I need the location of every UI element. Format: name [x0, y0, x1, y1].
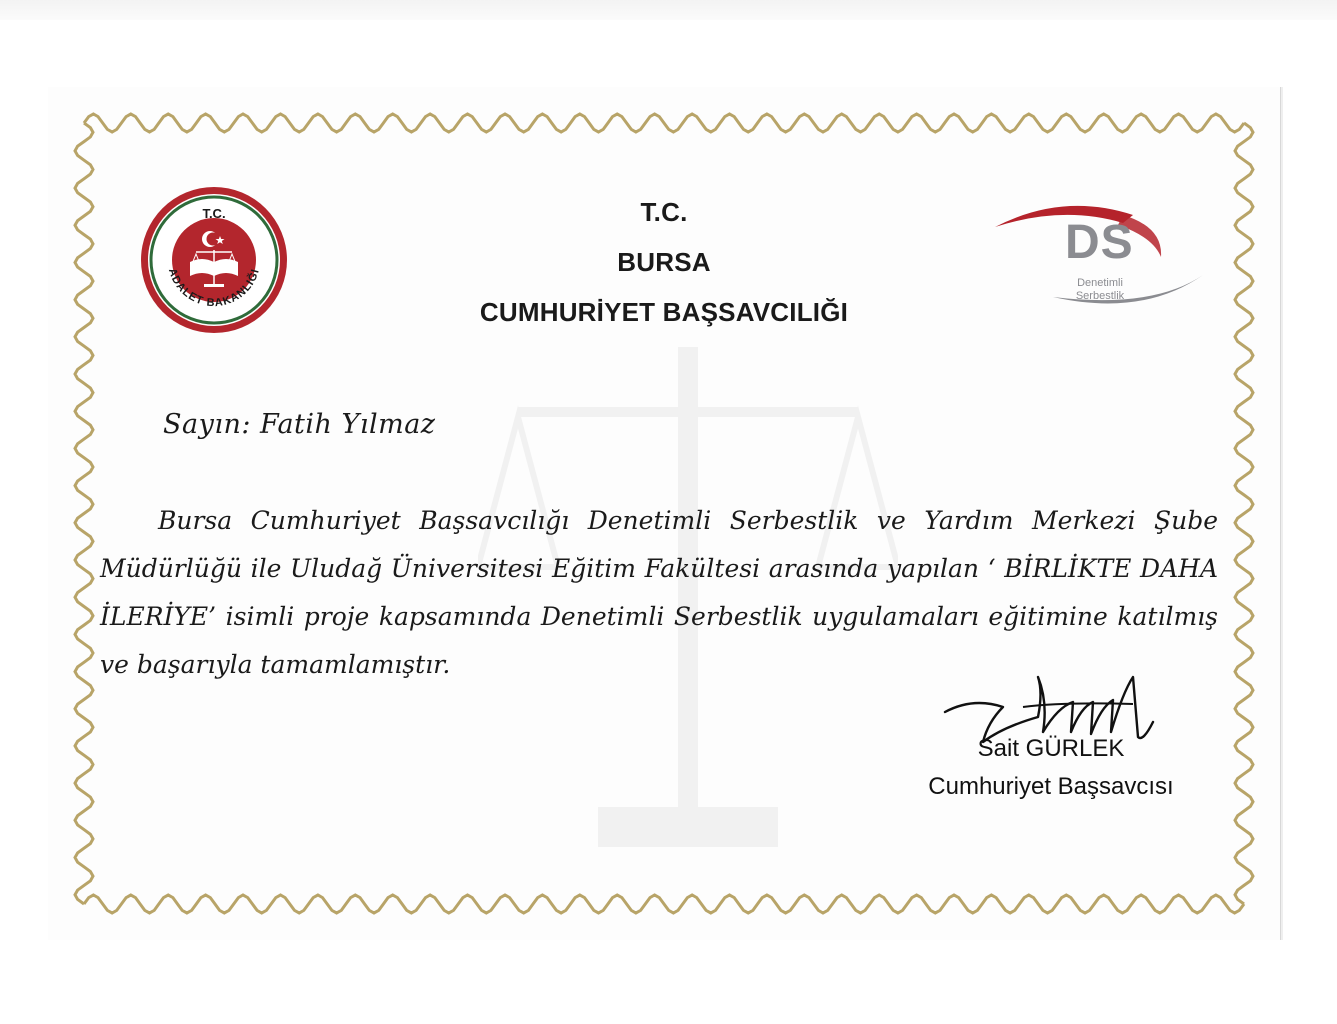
top-strip — [0, 0, 1337, 20]
border-edge-1 — [1235, 123, 1253, 904]
ds-logo-subtitle-line1: Denetimli — [1077, 277, 1123, 289]
signer-title: Cumhuriyet Başsavcısı — [928, 773, 1174, 800]
border-edge-3 — [75, 123, 93, 904]
header-office: CUMHURİYET BAŞSAVCILIĞI — [479, 297, 849, 327]
ds-logo-letters: DS — [1065, 216, 1134, 269]
seal-top-text: T.C. — [202, 206, 226, 221]
border-edge-0 — [84, 114, 1244, 132]
border-edge-2 — [84, 895, 1244, 913]
ds-logo-subtitle-line2: Serbestlik — [1075, 290, 1125, 302]
salutation: Sayın: Fatih Yılmaz — [163, 409, 436, 440]
signer-name: Sait GÜRLEK — [977, 735, 1125, 762]
seal-ring-text: ADALET BAKANLIĞI — [165, 266, 262, 310]
header-tc: T.C. — [640, 197, 688, 227]
certificate-body: Bursa Cumhuriyet Başsavcılığı Denetimli Serbestlik ve Yardım Merkezi Şube Müdürlüğü ile Uludağ Üniversitesi Eğitim Fakültesi arasında yapılan ‘ BİRLİKTE DAHA İLERİYE’ isimli proje kapsamında Denetimli Serbestlik uygulamaları eğitimine katılmış ve başarıyla tamamlamıştır. — [100, 506, 1218, 679]
header-city: BURSA — [617, 247, 711, 277]
certificate — [48, 87, 1280, 940]
